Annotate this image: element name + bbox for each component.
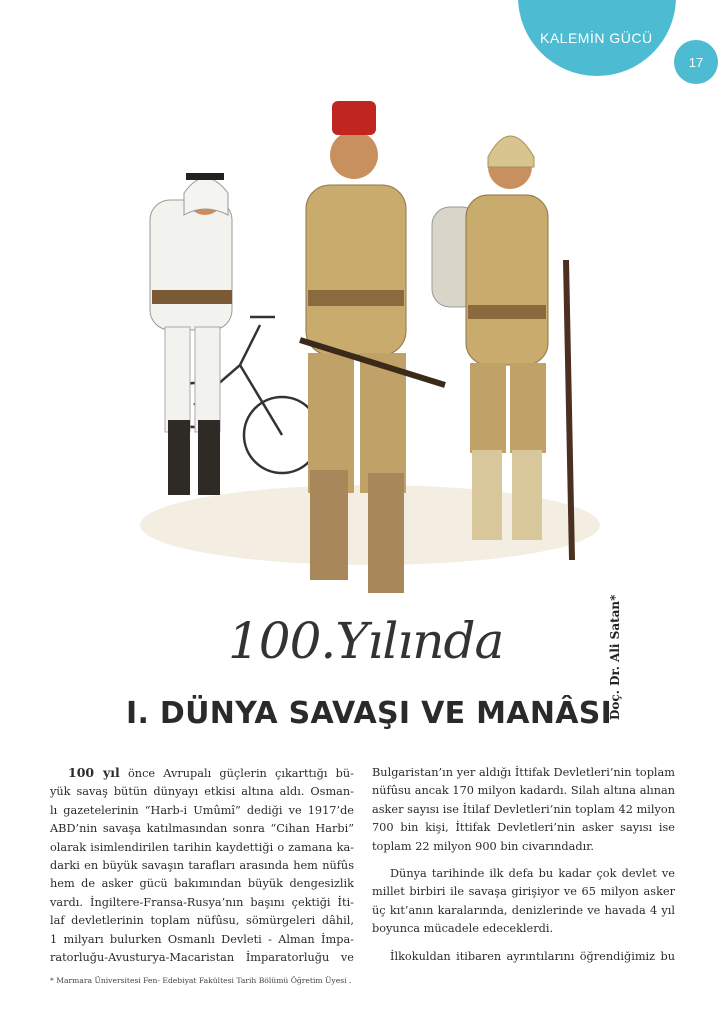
paragraph (372, 764, 675, 856)
text-line: millet birbiri ile savaşa girişiyor ve 65 milyon asker (372, 885, 675, 899)
text-line: İlkokuldan itibaren ayrıntılarını öğrendiğimiz bu (390, 949, 675, 963)
paragraph (372, 948, 675, 966)
text-line: ratorluğu-Avusturya-Macaristan İmparatorluğu ve (50, 951, 354, 965)
text-line: nüfûsu ancak 170 milyon kadardı. Silah altına alınan (372, 784, 675, 798)
text-line: boyunca mücadele edeceklerdi. (372, 922, 554, 936)
text-line: 700 bin kişi, İttifak Devletleri’nin asker sayısı ise (372, 821, 675, 835)
text-line: vardı. İngiltere-Fransa-Rusya’nın başını çektiği İti- (50, 895, 354, 909)
text-line: 100 yıl önce Avrupalı güçlerin çıkarttığı bü- (68, 765, 354, 780)
soldier-left (150, 173, 232, 495)
page-number: 17 (674, 40, 718, 84)
text-line: darki en büyük savaşın tarafları arasında hem nüfûs (50, 859, 354, 873)
text-line: asker sayısı ise İtilaf Devletleri’nin toplam 42 milyon (372, 802, 675, 816)
body-column-left (50, 764, 354, 976)
text-line: yük savaş bütün dünyayı etkisi altına aldı. Osman- (50, 785, 354, 799)
soldiers-illustration (110, 95, 620, 615)
text-line: üç kıt’anın karalarında, denizlerinde ve havada 4 yıl (372, 903, 675, 917)
paragraph (372, 865, 675, 939)
lead-word: 100 yıl (68, 765, 120, 780)
text-line: 1 milyarı bulurken Osmanlı Devleti - Alman İmpa- (50, 932, 354, 946)
author-name: Doç. Dr. Ali Satan* (608, 594, 622, 720)
text-line: Bulgaristan’ın yer aldığı İttifak Devletleri’nin toplam (372, 766, 675, 779)
footnote: * Marmara Üniversitesi Fen- Edebiyat Fakültesi Tarih Bölümü Öğretim Üyesi . (50, 976, 352, 985)
body-column-right (372, 764, 675, 975)
page-title: I. DÜNYA SAVAŞI VE MANÂSI (126, 696, 613, 731)
bicycle-icon (172, 317, 320, 473)
text-line: toplam 22 milyon 900 bin civarındadır. (372, 839, 594, 853)
text-line: lı gazetelerinin “Harb-i Umûmî” dediği ve 1917’de (50, 803, 354, 817)
text-line: hem de asker gücü bakımından büyük dengesizlik (50, 877, 354, 891)
text-line: Dünya tarihinde ilk defa bu kadar çok devlet ve (390, 867, 675, 881)
text-line: laf devletlerinin toplam nüfûsu, sömürgeleri dâhil, (50, 914, 354, 928)
title-script: 100.Yılında (228, 612, 504, 670)
section-label: KALEMİN GÜCÜ (540, 30, 653, 46)
text-line: olarak isimlendirilen tarihin kaydettiği o zamana ka- (50, 840, 354, 854)
text-line: ABD’nin savaşa katılmasından sonra “Cihan Harbi” (50, 822, 354, 836)
